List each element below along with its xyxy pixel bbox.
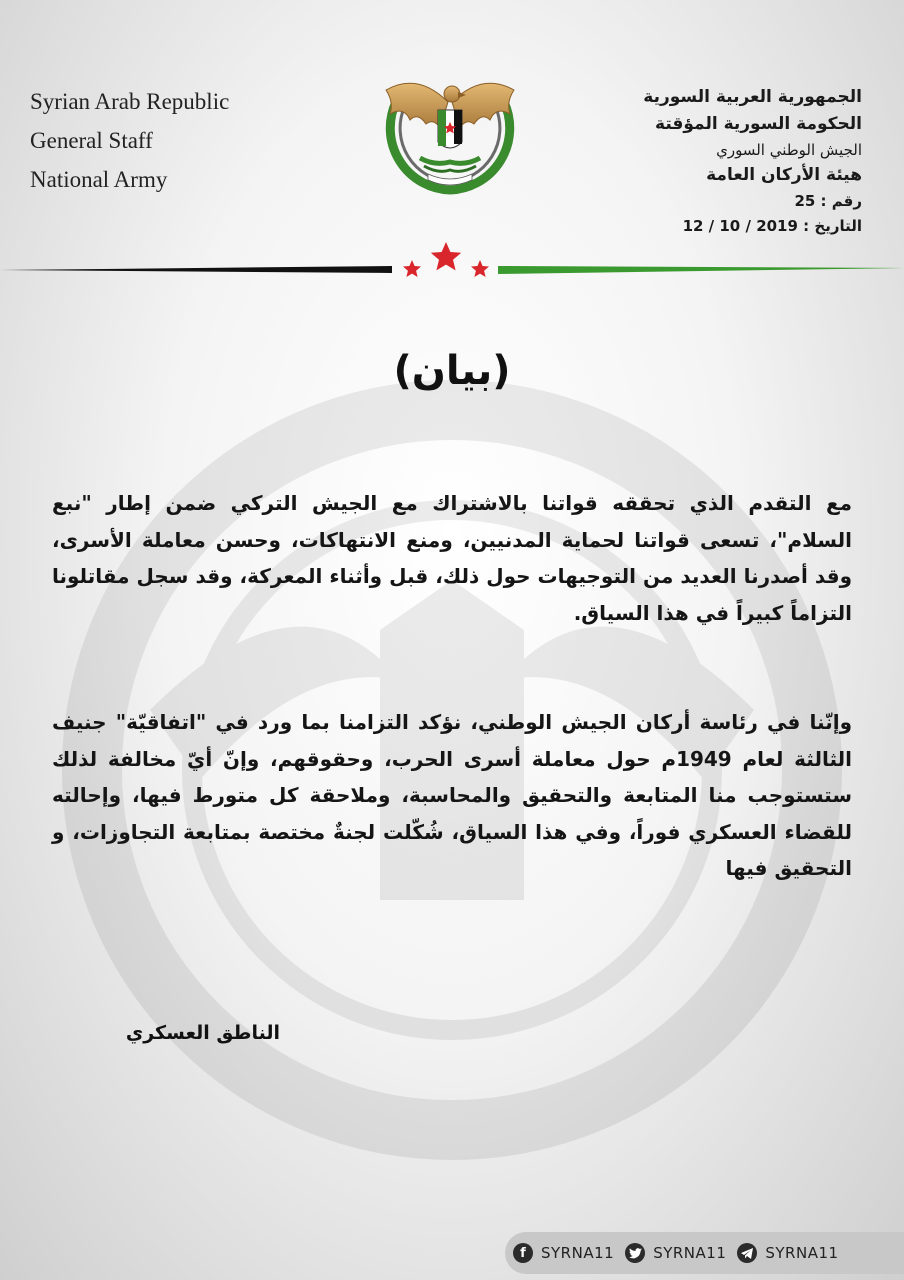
country-name-ar: الجمهورية العربية السورية (643, 87, 862, 107)
telegram-icon (737, 1243, 757, 1263)
telegram-link[interactable] (737, 1243, 838, 1263)
general-staff-en: General Staff (30, 128, 153, 153)
header-divider (0, 240, 904, 290)
twitter-link[interactable] (625, 1243, 726, 1263)
document-date: التاريخ : 2019 / 10 / 12 (682, 217, 862, 235)
divider-green-line (498, 266, 904, 274)
star-icon (471, 260, 489, 277)
interim-government-ar: الحكومة السورية المؤقتة (655, 114, 862, 134)
national-army-ar: الجيش الوطني السوري (716, 141, 862, 159)
star-icon (431, 242, 461, 270)
divider-stars (403, 242, 489, 277)
signature: الناطق العسكري (125, 1022, 280, 1044)
facebook-handle: SYRNA11 (541, 1244, 615, 1262)
statement-paragraph-2: وإنّنا في رئاسة أركان الجيش الوطني، نؤكد التزامنا بما ورد في "اتفاقيّة" جنيف الثالثة لعام 1949م حول معاملة أسرى الحرب، وحقوقهم، وإنّ أيّ مخالفة لذلك ستستوجب منا المتابعة والتحقيق والمحاسبة، وملاحقة كل متورط فيها، وإحالته للقضاء العسكري فوراً، وفي هذا السياق، شُكّلت لجنةٌ مختصة بمتابعة التجاوزات، و التحقيق فيها (52, 710, 853, 880)
country-name-en: Syrian Arab Republic (30, 89, 230, 114)
statement-paragraph-1: مع التقدم الذي تحققه قواتنا بالاشتراك مع الجيش التركي ضمن إطار "نبع السلام"، تسعى قواتنا لحماية المدنيين، ومنع الانتهاكات، وحسن معاملة الأسرى، وقد أصدرنا العديد من التوجيهات حول ذلك، قبل وأثناء المعركة، وقد سجل مقاتلونا التزاماً كبيراً في هذا السياق. (52, 491, 852, 625)
eagle-emblem-icon (368, 62, 532, 198)
star-icon (403, 260, 421, 277)
general-staff-ar: هيئة الأركان العامة (706, 165, 862, 185)
social-footer (505, 1232, 904, 1274)
header-arabic (643, 84, 862, 239)
telegram-handle: SYRNA11 (765, 1244, 839, 1262)
header-english (30, 82, 229, 199)
document-number: رقم : 25 (794, 192, 862, 210)
twitter-icon (625, 1243, 645, 1263)
divider-black-line (0, 266, 392, 273)
statement-title: (بيان) (393, 348, 511, 394)
facebook-link[interactable] (513, 1243, 614, 1263)
facebook-icon: f (513, 1243, 533, 1263)
twitter-handle: SYRNA11 (653, 1244, 727, 1262)
national-army-en: National Army (30, 167, 168, 192)
